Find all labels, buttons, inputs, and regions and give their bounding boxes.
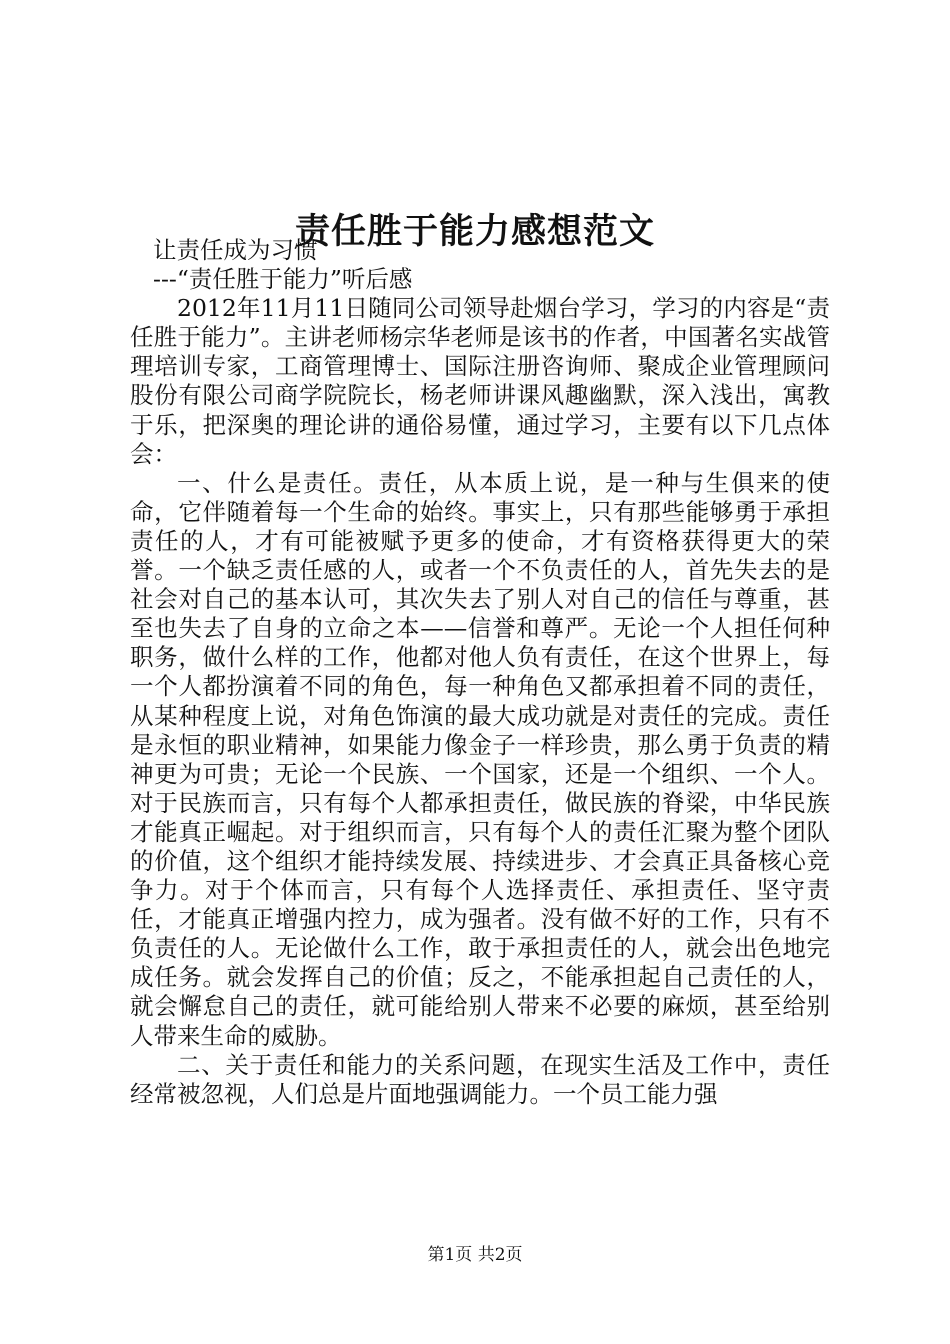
- paragraph-intro: 2012年11月11日随同公司领导赴烟台学习，学习的内容是“责任胜于能力”。主讲老师杨宗华老师是该书的作者，中国著名实战管理培训专家，工商管理博士、国际注册咨询师、聚成企业管理顾问股份有限公司商学院院长，杨老师讲课风趣幽默，深入浅出，寓教于乐，把深奥的理论讲的通俗易懂，通过学习，主要有以下几点体会：: [130, 294, 830, 468]
- page-title: 责任胜于能力感想范文: [294, 211, 655, 253]
- document-subheading: ---“责任胜于能力”听后感: [153, 265, 413, 294]
- paragraph-relationship: 二、关于责任和能力的关系问题，在现实生活及工作中，责任经常被忽视，人们总是片面地强调能力。一个员工能力强: [130, 1050, 830, 1108]
- document-body: [130, 236, 830, 1109]
- paragraph-responsibility: 一、什么是责任。责任，从本质上说，是一种与生俱来的使命，它伴随着每一个生命的始终。事实上，只有那些能够勇于承担责任的人，才有可能被赋予更多的使命，才有资格获得更大的荣誉。一个缺乏责任感的人，或者一个不负责任的人，首先失去的是社会对自己的基本认可，其次失去了别人对自己的信任与尊重，甚至也失去了自身的立命之本——信誉和尊严。无论一个人担任何种职务，做什么样的工作，他都对他人负有责任，在这个世界上，每一个人都扮演着不同的角色，每一种角色又都承担着不同的责任，从某种程度上说，对角色饰演的最大成功就是对责任的完成。责任是永恒的职业精神，如果能力像金子一样珍贵，那么勇于负责的精神更为可贵；无论一个民族、一个国家，还是一个组织、一个人。对于民族而言，只有每个人都承担责任，做民族的脊梁，中华民族才能真正崛起。对于组织而言，只有每个人的责任汇聚为整个团队的价值，这个组织才能持续发展、持续进步、才会真正具备核心竞争力。对于个体而言，只有每个人选择责任、承担责任、坚守责任，才能真正增强内控力，成为强者。没有做不好的工作，只有不负责任的人。无论做什么工作，敢于承担责任的人，就会出色地完成任务。就会发挥自己的价值；反之，不能承担起自己责任的人，就会懈怠自己的责任，就可能给别人带来不必要的麻烦，甚至给别人带来生命的威胁。: [130, 468, 830, 1050]
- page-number: 第1页 共2页: [427, 1245, 523, 1265]
- document-subtitle: 让责任成为习惯: [153, 236, 318, 264]
